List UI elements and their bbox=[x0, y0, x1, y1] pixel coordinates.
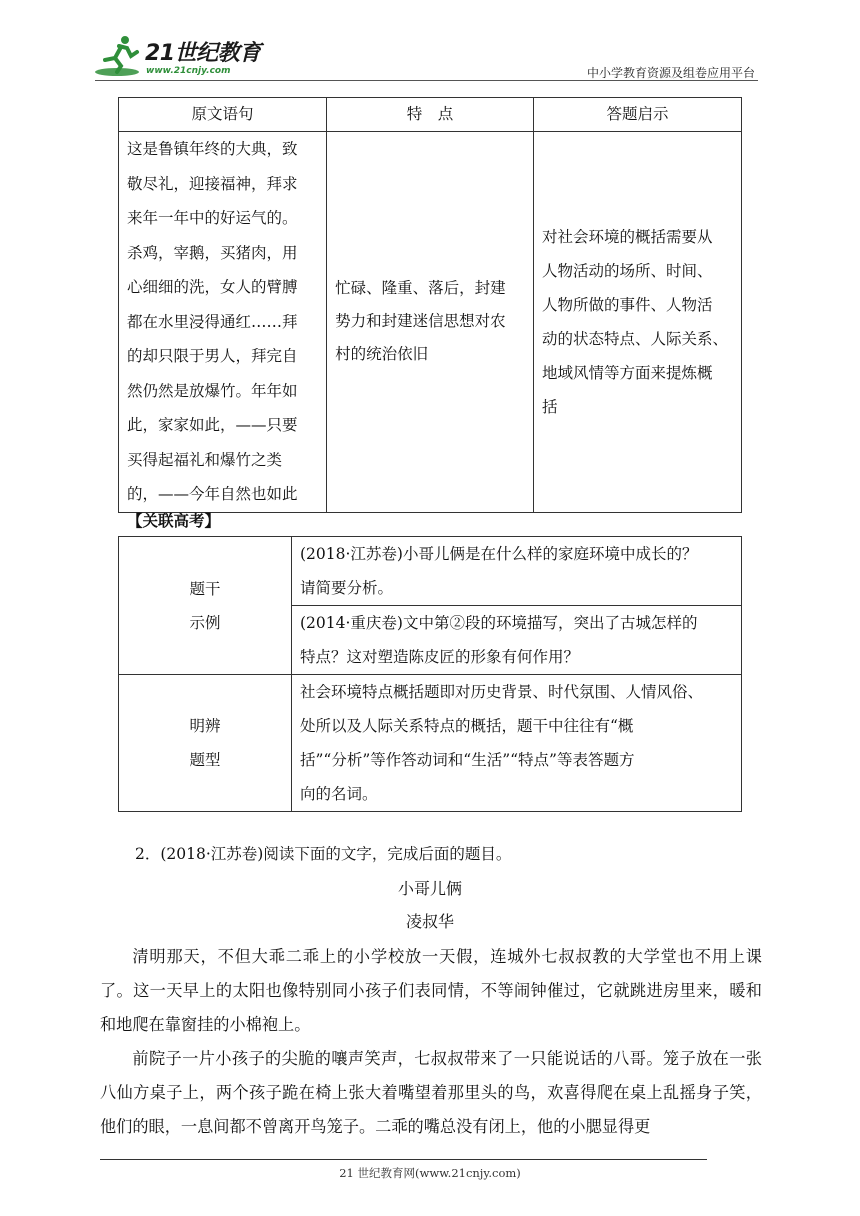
story-paragraph: 清明那天，不但大乖二乖上的小学校放一天假，连城外七叔叔教的大学堂也不用上课了。这一天早上的太阳也像特别同小孩子们表同情，不等闹钟催过，它就跳进房里来，暖和和地爬在靠窗挂的小棉袍上。 bbox=[100, 947, 762, 1034]
example-cell bbox=[292, 606, 742, 675]
story-paragraph: 前院子一片小孩子的尖脆的嚷声笑声，七叔叔带来了一只能说话的八哥。笼子放在一张八仙方桌子上，两个孩子跪在椅上张大着嘴望着那里头的鸟，欢喜得爬在桌上乱摇身子笑，他们的眼，一息间都不曾离开鸟笼子。二乖的嘴总没有闭上，他的小腮显得更 bbox=[100, 1049, 762, 1136]
table-header-row bbox=[119, 98, 742, 132]
label-line: 题型 bbox=[189, 751, 221, 769]
hint-line: 括 bbox=[542, 397, 558, 416]
col-header-hint: 答题启示 bbox=[534, 98, 742, 132]
logo-url: www.21cnjy.com bbox=[146, 66, 231, 76]
footer-divider bbox=[100, 1159, 707, 1160]
quote-line: 此，家家如此，——只要 bbox=[127, 416, 298, 434]
feature-cell bbox=[327, 132, 534, 513]
type-line: 处所以及人际关系特点的概括，题干中往往有“概 bbox=[300, 717, 634, 735]
quote-line: 敬尽礼，迎接福神，拜求 bbox=[127, 174, 298, 193]
col-header-quote: 原文语句 bbox=[119, 98, 327, 132]
story-author: 凌叔华 bbox=[405, 912, 454, 931]
exam-link-table bbox=[118, 536, 742, 812]
label-line: 示例 bbox=[189, 613, 221, 632]
example-line: (2014·重庆卷)文中第②段的环境描写，突出了古城怎样的 bbox=[300, 614, 698, 632]
quote-line: 的，——今年自然也如此 bbox=[127, 485, 298, 503]
table-row bbox=[119, 132, 742, 513]
type-label bbox=[119, 675, 292, 812]
col-header-feature: 特 点 bbox=[327, 98, 534, 132]
quote-cell bbox=[119, 132, 327, 513]
type-line: 社会环境特点概括题即对历史背景、时代氛围、人情风俗、 bbox=[300, 683, 704, 701]
feature-line: 村的统治依旧 bbox=[335, 345, 429, 364]
type-cell bbox=[292, 675, 742, 812]
hint-cell bbox=[534, 132, 742, 513]
page-header bbox=[95, 30, 755, 80]
example-cell bbox=[292, 537, 742, 606]
hint-line: 人物所做的事件、人物活 bbox=[542, 295, 713, 314]
quote-line: 杀鸡，宰鹅，买猪肉，用 bbox=[127, 243, 298, 262]
hint-line: 动的状态特点、人际关系、 bbox=[542, 329, 729, 348]
example-line: 请简要分析。 bbox=[300, 579, 394, 597]
feature-line: 势力和封建迷信思想对农 bbox=[335, 312, 506, 331]
hint-line: 人物活动的场所、时间、 bbox=[542, 261, 713, 280]
header-divider bbox=[95, 80, 758, 81]
logo-wordmark: 21世纪教育 bbox=[145, 41, 261, 66]
example-line: (2018·江苏卷)小哥儿俩是在什么样的家庭环境中成长的？ bbox=[300, 545, 698, 563]
quote-line: 都在水里浸得通红……拜 bbox=[127, 312, 298, 331]
feature-line: 忙碌、隆重、落后，封建 bbox=[335, 279, 506, 298]
site-logo[interactable] bbox=[95, 34, 265, 80]
section-label: 【关联高考】 bbox=[127, 512, 221, 530]
type-line: 向的名词。 bbox=[300, 785, 378, 803]
table-row bbox=[119, 675, 742, 812]
platform-title: 中小学教育资源及组卷应用平台 bbox=[586, 66, 755, 80]
question-heading: 2．(2018·江苏卷)阅读下面的文字，完成后面的题目。 bbox=[135, 845, 512, 863]
label-line: 明辨 bbox=[189, 717, 221, 735]
quote-line: 来年一年中的好运气的。 bbox=[127, 209, 298, 227]
table-row bbox=[119, 537, 742, 606]
label-line: 题干 bbox=[189, 579, 221, 598]
example-line: 特点？这对塑造陈皮匠的形象有何作用？ bbox=[300, 648, 580, 666]
runner-logo-icon bbox=[95, 34, 145, 78]
hint-line: 对社会环境的概括需要从 bbox=[542, 227, 713, 246]
hint-line: 地域风情等方面来提炼概 bbox=[542, 363, 713, 382]
story-title: 小哥儿俩 bbox=[397, 879, 462, 898]
quote-line: 买得起福礼和爆竹之类 bbox=[127, 450, 283, 469]
footer-text: 21 世纪教育网(www.21cnjy.com) bbox=[339, 1166, 521, 1180]
examples-label bbox=[119, 537, 292, 675]
analysis-table bbox=[118, 97, 742, 513]
quote-line: 的却只限于男人，拜完自 bbox=[127, 347, 298, 365]
quote-line: 这是鲁镇年终的大典，致 bbox=[127, 140, 298, 158]
quote-line: 心细细的洗，女人的臂膊 bbox=[127, 278, 298, 296]
quote-line: 然仍然是放爆竹。年年如 bbox=[127, 381, 298, 400]
type-line: 括”“分析”等作答动词和“生活”“特点”等表答题方 bbox=[300, 751, 635, 769]
